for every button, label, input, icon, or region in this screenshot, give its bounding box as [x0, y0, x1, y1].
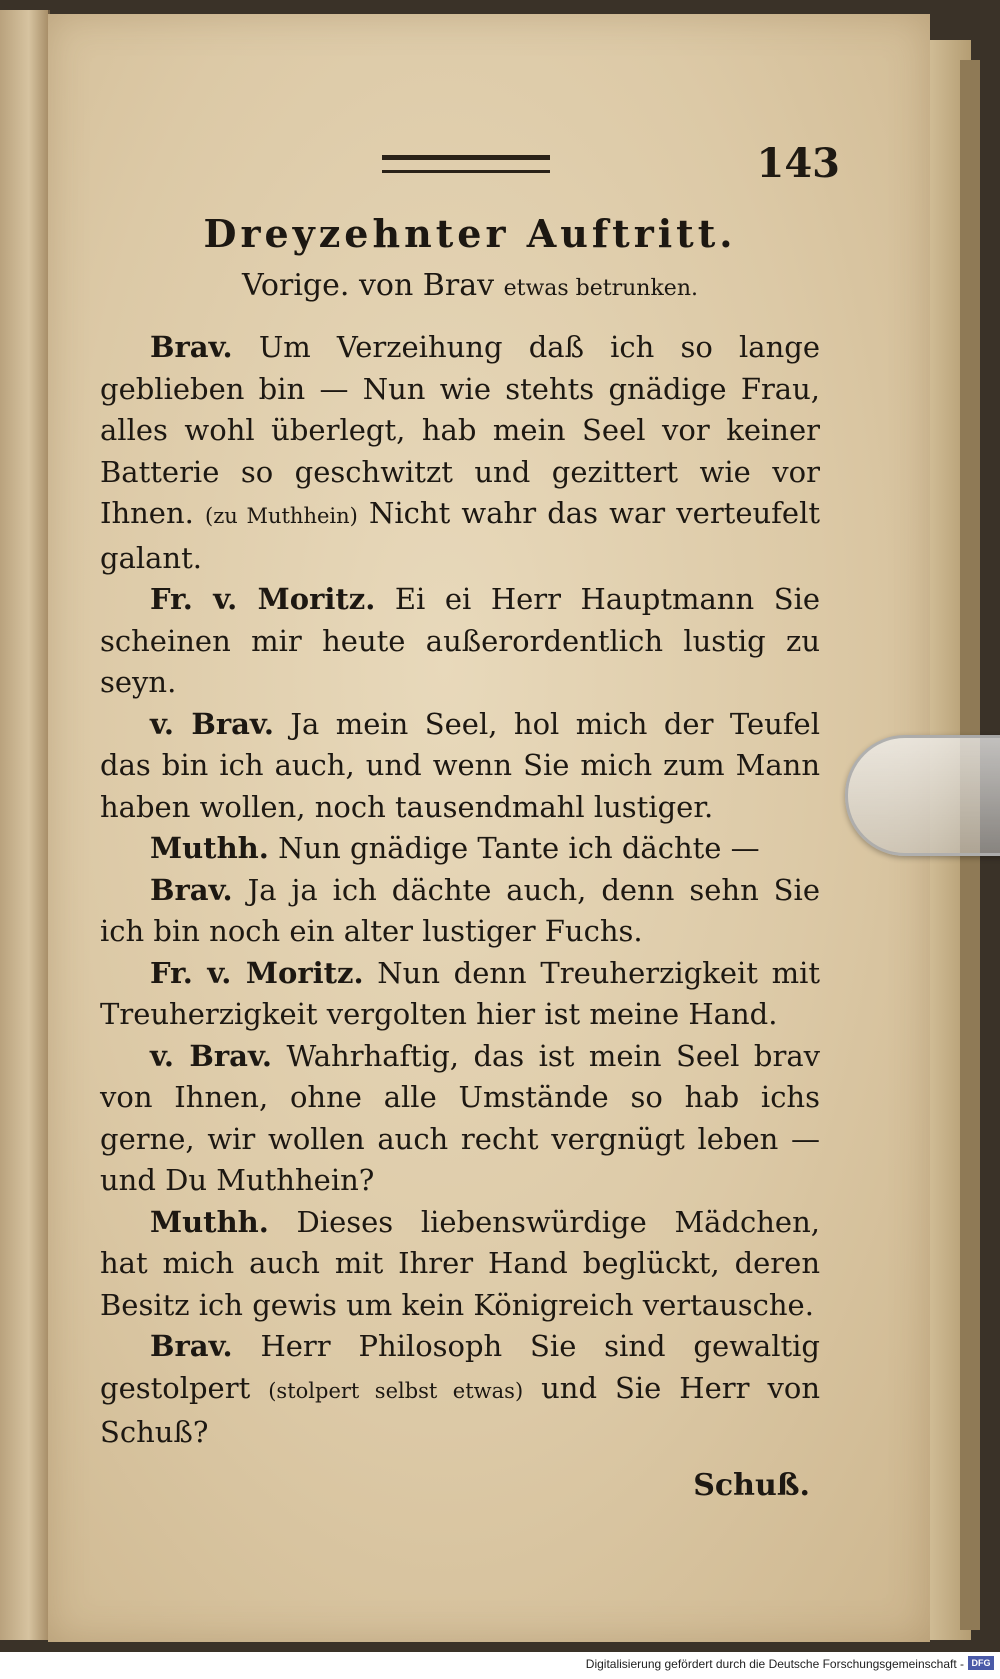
dialogue-paragraph: [100, 704, 820, 829]
spoken-text: Ja ja ich dächte auch, denn sehn Sie ich bin noch ein alter lustiger Fuchs.: [100, 872, 820, 948]
dialogue-paragraph: [100, 1202, 820, 1327]
page-number: 143: [756, 140, 840, 187]
speaker-name: Fr. v. Moritz.: [150, 955, 364, 990]
spoken-text: und Sie Herr von Schuß?: [100, 1370, 820, 1449]
dialogue-paragraph: [100, 1036, 820, 1202]
spoken-text: Nun denn Treuherzigkeit mit Treuherzigkeit vergolten hier ist meine Hand.: [100, 955, 821, 1031]
spoken-text: Dieses liebenswürdige Mädchen, hat mich auch mit Ihrer Hand beglückt, deren Besitz ich gewis um kein Königreich vertausche.: [100, 1204, 820, 1322]
dfg-logo: DFG: [968, 1656, 994, 1670]
speaker-name: Muthh.: [150, 831, 269, 865]
dialogue-paragraph: [100, 828, 820, 870]
page-clip: [845, 735, 1000, 856]
catchword: Schuß.: [693, 1467, 810, 1503]
scene-subtitle-direction: etwas betrunken.: [503, 276, 698, 301]
dialogue-paragraph: [100, 579, 820, 704]
spoken-text: Wahrhaftig, das ist mein Seel brav von Ihnen, ohne alle Umstände so hab ichs gerne, wir wollen auch recht vergnügt leben — und Du Muthhein?: [100, 1038, 820, 1197]
spoken-text: Nun gnädige Tante ich dächte —: [278, 831, 760, 865]
stage-direction: (zu Muthhein): [205, 504, 358, 528]
scene-title: Dreyzehnter Auftritt.: [203, 211, 737, 256]
dialogue-paragraph: [100, 870, 820, 953]
speaker-name: Fr. v. Moritz.: [150, 582, 376, 616]
spoken-text: Ei ei Herr Hauptmann Sie scheinen mir heute außerordentlich lustig zu seyn.: [100, 582, 821, 699]
dialogue: [100, 327, 820, 1454]
dialogue-paragraph: [100, 1326, 820, 1454]
header-rule: [382, 155, 550, 173]
scene-subtitle: [120, 266, 820, 309]
speaker-name: v. Brav.: [150, 706, 274, 741]
scene-subtitle-main: Vorige. von Brav: [242, 268, 495, 303]
speaker-name: Brav.: [150, 872, 233, 907]
spoken-text: Herr Philosoph Sie sind gewaltig gestolpert: [100, 1329, 820, 1405]
spoken-text: Ja mein Seel, hol mich der Teufel das bin ich auch, und wenn Sie mich zum Mann haben wollen, noch tausendmahl lustiger.: [100, 706, 820, 824]
dialogue-paragraph: [100, 327, 820, 579]
stage-direction: (stolpert selbst etwas): [268, 1378, 524, 1403]
speaker-name: Muthh.: [150, 1204, 269, 1239]
spoken-text: Um Verzeihung daß ich so lange geblieben bin — Nun wie stehts gnädige Frau, alles wohl überlegt, hab mein Seel vor keiner Batterie so geschwitzt und gezittert wie vor Ihnen.: [100, 330, 820, 530]
spoken-text: Nicht wahr das war verteufelt galant.: [100, 496, 821, 575]
speaker-name: Brav.: [150, 330, 233, 364]
dialogue-paragraph: [100, 953, 820, 1036]
page-text: [100, 210, 820, 1503]
speaker-name: Brav.: [150, 1329, 233, 1363]
left-page-edge: [0, 10, 50, 1640]
speaker-name: v. Brav.: [150, 1038, 272, 1073]
footer-credit: Digitalisierung gefördert durch die Deutsche Forschungsgemeinschaft -: [585, 1657, 964, 1671]
